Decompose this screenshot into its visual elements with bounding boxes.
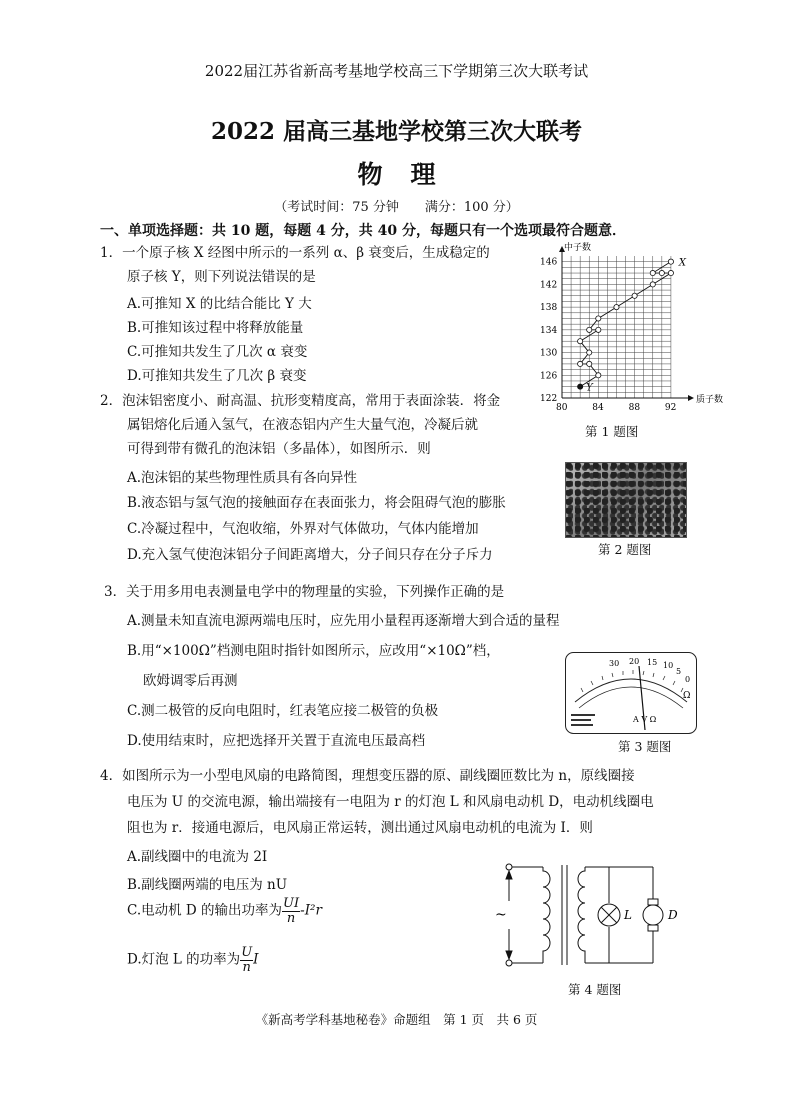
data-point [578, 361, 583, 366]
q4-stem-line2: 电压为 U 的交流电源，输出端接有一电阻为 r 的灯泡 L 和风扇电动机 D，电动机线圈电 [127, 794, 654, 810]
x-tick-label: 92 [664, 403, 677, 413]
data-point [650, 270, 655, 275]
q2-option-a: A.泡沫铝的某些物理性质具有各向异性 [127, 470, 358, 486]
q4-option-c-numerator: UI [283, 896, 300, 911]
q3-option-b-line1: B.用“×100Ω”档测电阻时指针如图所示，应改用“×10Ω”档， [127, 643, 500, 659]
q4-option-d-denominator: n [242, 960, 251, 975]
dial-unit: Ω [683, 691, 691, 701]
q3-option-c: C.测二极管的反向电阻时，红表笔应接二极管的负极 [127, 703, 439, 719]
q2-stem-line1: 2．泡沫铝密度小、耐高温、抗形变精度高，常用于表面涂装．将金 [100, 393, 501, 409]
start-label: X [678, 257, 687, 269]
x-tick-label: 80 [556, 403, 568, 413]
decay-chart [530, 240, 724, 418]
data-point [587, 327, 592, 332]
dial-sub-label: A V Ω [633, 715, 657, 724]
q1-option-d: D.可推知共发生了几次 β 衰变 [127, 368, 307, 384]
q4-option-c-prefix: C.电动机 D 的输出功率为 [127, 902, 283, 919]
page-title: 2022 届高三基地学校第三次大联考 [210, 118, 583, 145]
q4-option-b: B.副线圈两端的电压为 nU [127, 877, 288, 893]
q4-option-d-suffix: I [253, 951, 259, 968]
q2-option-c: C.冷凝过程中，气泡收缩，外界对气体做功，气体内能增加 [127, 521, 479, 537]
exam-header: 2022届江苏省新高考基地学校高三下学期第三次大联考试 [204, 62, 589, 80]
dial-label-10: 10 [663, 661, 674, 670]
data-point [596, 373, 601, 378]
q4-stem-line3: 阻也为 r．接通电源后，电风扇正常运转，测出通过风扇电动机的电流为 I．则 [127, 820, 593, 836]
q4-stem-line1: 4．如图所示为一小型电风扇的电路简图，理想变压器的原、副线圈匝数比为 n，原线圈接 [100, 768, 635, 784]
y-tick-label: 142 [540, 280, 558, 291]
y-tick-label: 134 [540, 325, 558, 336]
q4-option-c-denominator: n [286, 911, 296, 926]
q3-stem: 3．关于用多用电表测量电学中的物理量的实验，下列操作正确的是 [104, 584, 505, 600]
data-point [668, 259, 673, 264]
data-point [659, 270, 664, 275]
point-end [578, 384, 583, 389]
x-tick-label: 84 [592, 403, 604, 413]
multimeter-dial [565, 652, 697, 734]
data-point [578, 339, 583, 344]
q3-option-d: D.使用结束时，应把选择开关置于直流电压最高档 [127, 733, 426, 749]
q4-option-d-numerator: U [241, 945, 253, 960]
q2-fig-caption: 第 2 题图 [598, 542, 652, 557]
data-point [596, 327, 601, 332]
data-point [587, 350, 592, 355]
data-point [632, 293, 637, 298]
dial-label-5: 5 [676, 667, 682, 676]
q2-option-d: D.充入氢气使泡沫铝分子间距离增大，分子间只存在分子斥力 [127, 547, 493, 563]
q2-stem-line3: 可得到带有微孔的泡沫铝（多晶体），如图所示．则 [127, 441, 431, 457]
y-tick-label: 122 [540, 394, 558, 404]
y-axis-label: 中子数 [564, 243, 592, 253]
ac-source-symbol: ~ [495, 907, 507, 923]
exam-info: （考试时间：75 分钟 满分：100 分） [274, 200, 519, 215]
q4-option-c [127, 897, 322, 925]
q4-option-a: A.副线圈中的电流为 2I [127, 849, 268, 865]
x-tick-label: 88 [628, 403, 641, 413]
q3-option-a: A.测量未知直流电源两端电压时，应先用小量程再逐渐增大到合适的量程 [127, 613, 560, 629]
data-point [614, 305, 619, 310]
y-tick-label: 138 [540, 303, 558, 314]
q4-option-d-prefix: D.灯泡 L 的功率为 [127, 951, 241, 968]
q2-option-b: B.液态铝与氢气泡的接触面存在表面张力，将会阻碍气泡的膨胀 [127, 495, 506, 511]
section-heading: 一、单项选择题：共 10 题，每题 4 分，共 40 分，每题只有一个选项最符合题意． [100, 223, 626, 239]
foam-aluminum-image [565, 462, 687, 538]
q4-option-c-suffix: -I²r [300, 902, 322, 919]
q4-fig-caption: 第 4 题图 [568, 982, 622, 997]
data-point [668, 270, 673, 275]
lamp-label: L [624, 908, 632, 922]
q1-stem-line2: 原子核 Y，则下列说法错误的是 [127, 269, 316, 285]
data-point [596, 316, 601, 321]
q4-option-d [127, 946, 259, 974]
dial-label-30: 30 [609, 659, 620, 668]
dial-label-15: 15 [647, 658, 658, 667]
q1-fig-caption: 第 1 题图 [585, 424, 639, 439]
q4-option-c-fraction [282, 897, 300, 925]
x-axis-arrow [688, 395, 694, 401]
q4-option-d-fraction [240, 946, 253, 974]
q2-stem-line2: 属铝熔化后通入氢气，在液态铝内产生大量气泡，冷凝后就 [127, 417, 478, 433]
y-tick-label: 126 [540, 371, 558, 382]
q1-option-a: A.可推知 X 的比结合能比 Y 大 [127, 296, 312, 312]
data-point [587, 361, 592, 366]
page-footer: 《新高考学科基地秘卷》命题组 第 1 页 共 6 页 [255, 1012, 538, 1027]
end-label: Y [586, 382, 593, 394]
y-tick-label: 130 [540, 348, 558, 359]
q3-option-b-line2: 欧姆调零后再测 [143, 673, 238, 689]
data-point [650, 282, 655, 287]
dial-label-20: 20 [629, 657, 640, 666]
q3-fig-caption: 第 3 题图 [618, 739, 672, 754]
x-axis-label: 质子数 [696, 395, 724, 405]
circuit-diagram [485, 857, 705, 977]
q1-option-c: C.可推知共发生了几次 α 衰变 [127, 344, 308, 360]
y-tick-label: 146 [540, 257, 558, 268]
dial-label-0: 0 [685, 675, 691, 684]
subject-title: 物理 [357, 160, 464, 189]
q1-stem-line1: 1．一个原子核 X 经图中所示的一系列 α、β 衰变后，生成稳定的 [100, 245, 490, 261]
motor-label: D [668, 908, 678, 922]
q1-option-b: B.可推知该过程中将释放能量 [127, 320, 304, 336]
